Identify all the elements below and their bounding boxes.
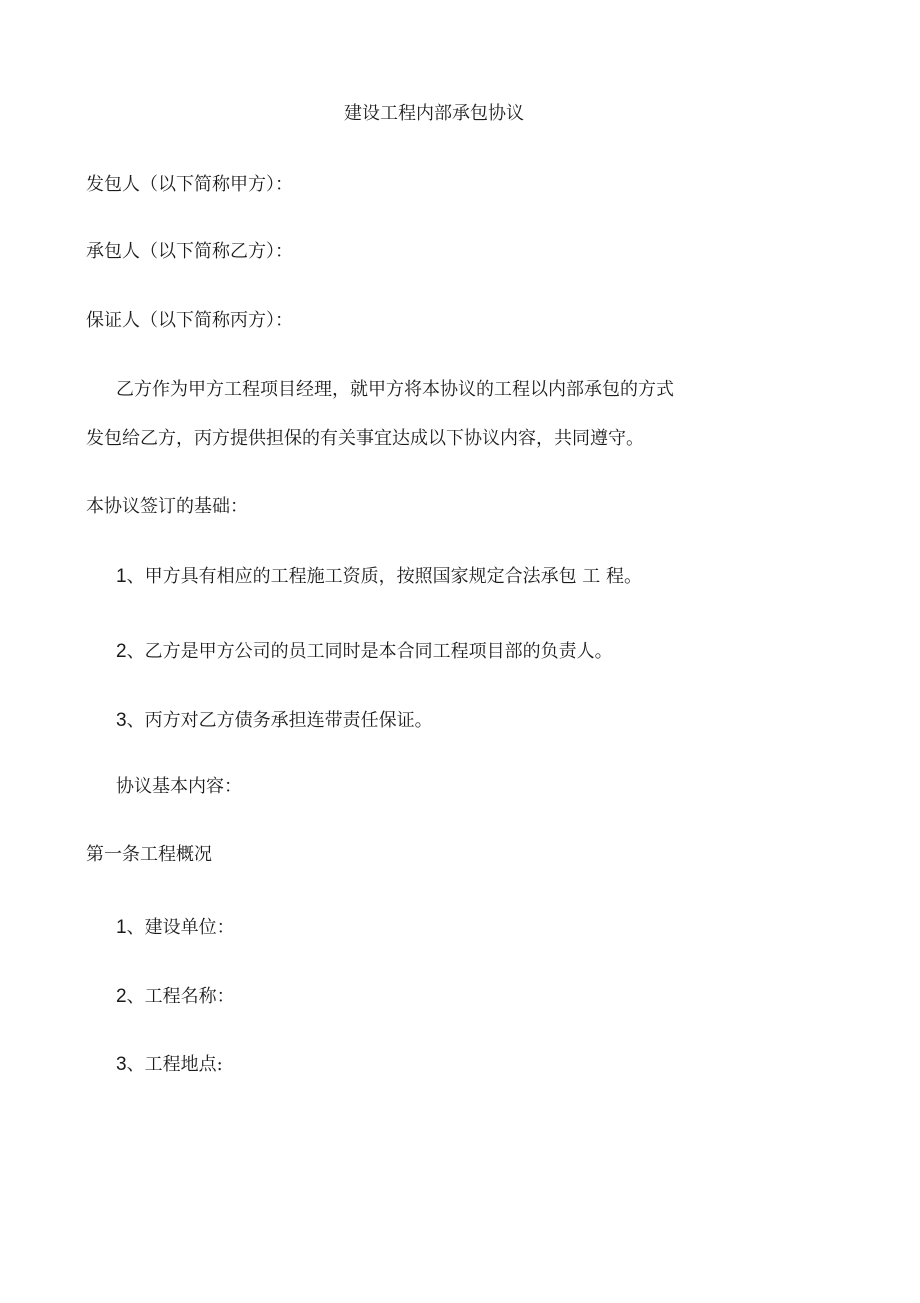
basis-item-text: 、丙方对乙方债务承担连带责任保证。	[126, 710, 433, 731]
intro-paragraph-line-1: 乙方作为甲方工程项目经理，就甲方将本协议的工程以内部承包的方式	[116, 379, 674, 400]
basis-item-number: 2	[116, 641, 127, 662]
article-1-item	[116, 985, 235, 1009]
article-1-item-text: 、工程名称：	[126, 986, 235, 1007]
basis-item	[116, 565, 642, 589]
basis-item	[116, 709, 433, 733]
content-heading: 协议基本内容：	[116, 776, 242, 797]
party-c-line: 保证人（以下简称丙方）：	[86, 310, 293, 331]
article-1-heading: 第一条工程概况	[86, 844, 212, 865]
basis-item-number: 1	[116, 566, 127, 587]
article-1-item	[116, 1053, 223, 1077]
basis-heading: 本协议签订的基础：	[86, 496, 248, 517]
basis-item-number: 3	[116, 710, 127, 731]
document-title: 建设工程内部承包协议	[344, 103, 524, 124]
intro-paragraph-line-2: 发包给乙方，丙方提供担保的有关事宜达成以下协议内容，共同遵守。	[86, 428, 644, 449]
basis-item-text: 、乙方是甲方公司的员工同时是本合同工程项目部的负责人。	[126, 641, 613, 662]
article-1-item-text: 、工程地点:	[126, 1054, 223, 1075]
article-1-item-text: 、建设单位：	[126, 917, 235, 938]
article-1-item	[116, 916, 235, 940]
article-1-item-number: 2	[116, 986, 127, 1007]
article-1-item-number: 3	[116, 1054, 127, 1075]
basis-item-text: 、甲方具有相应的工程施工资质，按照国家规定合法承包 工 程。	[126, 566, 643, 587]
article-1-item-number: 1	[116, 917, 127, 938]
party-a-line: 发包人（以下简称甲方）：	[86, 174, 293, 195]
basis-item	[116, 640, 613, 664]
party-b-line: 承包人（以下简称乙方）：	[86, 241, 293, 262]
